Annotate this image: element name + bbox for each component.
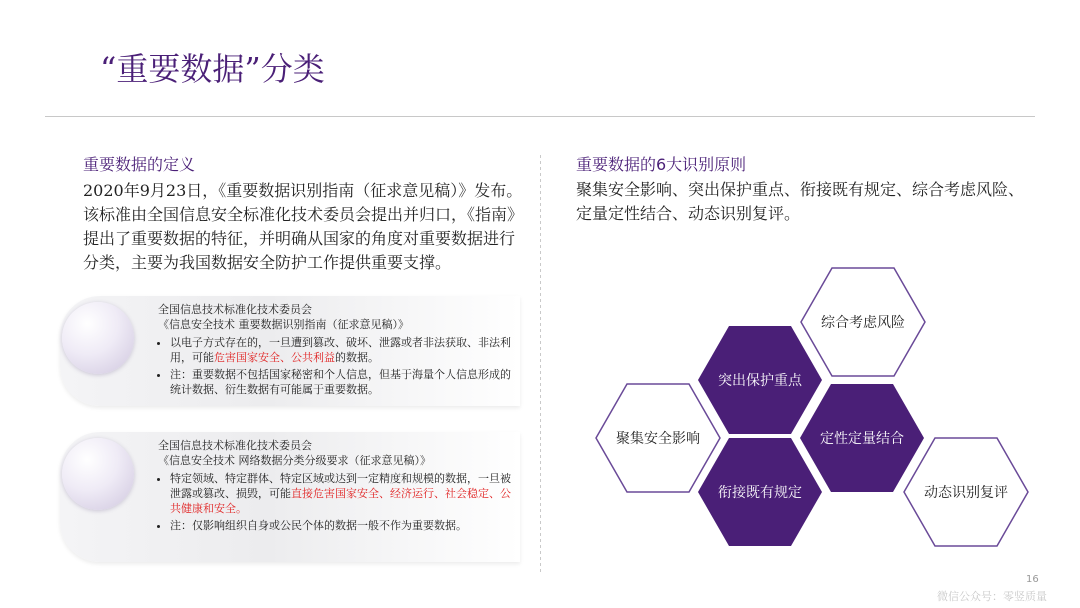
card-2-org: 全国信息技术标准化技术委员会 — [158, 439, 312, 452]
card-2-content — [158, 438, 518, 535]
card-2-bullet-2: • 注：仅影响组织自身或公民个体的数据一般不作为重要数据。 — [170, 518, 518, 533]
card-1-bullet-2: • 注：重要数据不包括国家秘密和个人信息，但基于海量个人信息形成的统计数据、衍生数据有可能属于重要数据。 — [170, 367, 518, 397]
definition-heading: 重要数据的定义 — [83, 155, 196, 174]
watermark: 微信公众号：零竖质量 — [937, 590, 1047, 603]
page-title: “重要数据”分类 — [100, 50, 325, 88]
card-2-bullet-1: • 特定领域、特定群体、特定区域或达到一定精度和规模的数据，一旦被泄露或篡改、损毁，可能直接危害国家安全、经济运行、社会稳定、公共健康和安全。 — [170, 471, 518, 516]
card-2-highlight: 直接危害国家安全、经济运行、社会稳定、公共健康和安全。 — [170, 487, 511, 515]
hex-label-risk: 综合考虑风险 — [821, 315, 905, 331]
card-2-orb — [62, 438, 134, 510]
card-1-bullet-1: • 以电子方式存在的，一旦遭到篡改、破坏、泄露或者非法获取、非法利用，可能危害国家安全、公共利益的数据。 — [170, 335, 518, 365]
hex-label-rules: 衔接既有规定 — [718, 485, 802, 501]
hex-label-impact: 聚集安全影响 — [616, 431, 700, 447]
card-1-orb — [62, 302, 134, 374]
card-2-doc-title: 《信息安全技术 网络数据分类分级要求（征求意见稿）》 — [158, 454, 431, 467]
card-1-org: 全国信息技术标准化技术委员会 — [158, 303, 312, 316]
page-number: 16 — [1026, 574, 1039, 585]
hex-label-focus: 突出保护重点 — [718, 373, 802, 389]
principles-hexagon-diagram — [590, 265, 1050, 555]
definition-paragraph: 2020年9月23日，《重要数据识别指南（征求意见稿）》发布。该标准由全国信息安全标准化技术委员会提出并归口，《指南》提出了重要数据的特征，并明确从国家的角度对重要数据进行分类，主要为我国数据安全防护工作提供重要支撑。 — [83, 181, 524, 272]
title-divider — [45, 116, 1035, 117]
card-1-doc-title: 《信息安全技术 重要数据识别指南（征求意见稿）》 — [158, 318, 409, 331]
hex-label-review: 动态识别复评 — [924, 485, 1008, 501]
principles-heading: 重要数据的6大识别原则 — [576, 155, 747, 174]
principles-paragraph: 聚集安全影响、突出保护重点、衔接既有规定、综合考虑风险、定量定性结合、动态识别复评。 — [576, 180, 1025, 223]
card-1-content — [158, 302, 518, 399]
card-1-highlight: 危害国家安全、公共利益 — [214, 351, 335, 364]
hex-label-quant: 定性定量结合 — [820, 431, 904, 447]
column-divider — [540, 155, 541, 575]
